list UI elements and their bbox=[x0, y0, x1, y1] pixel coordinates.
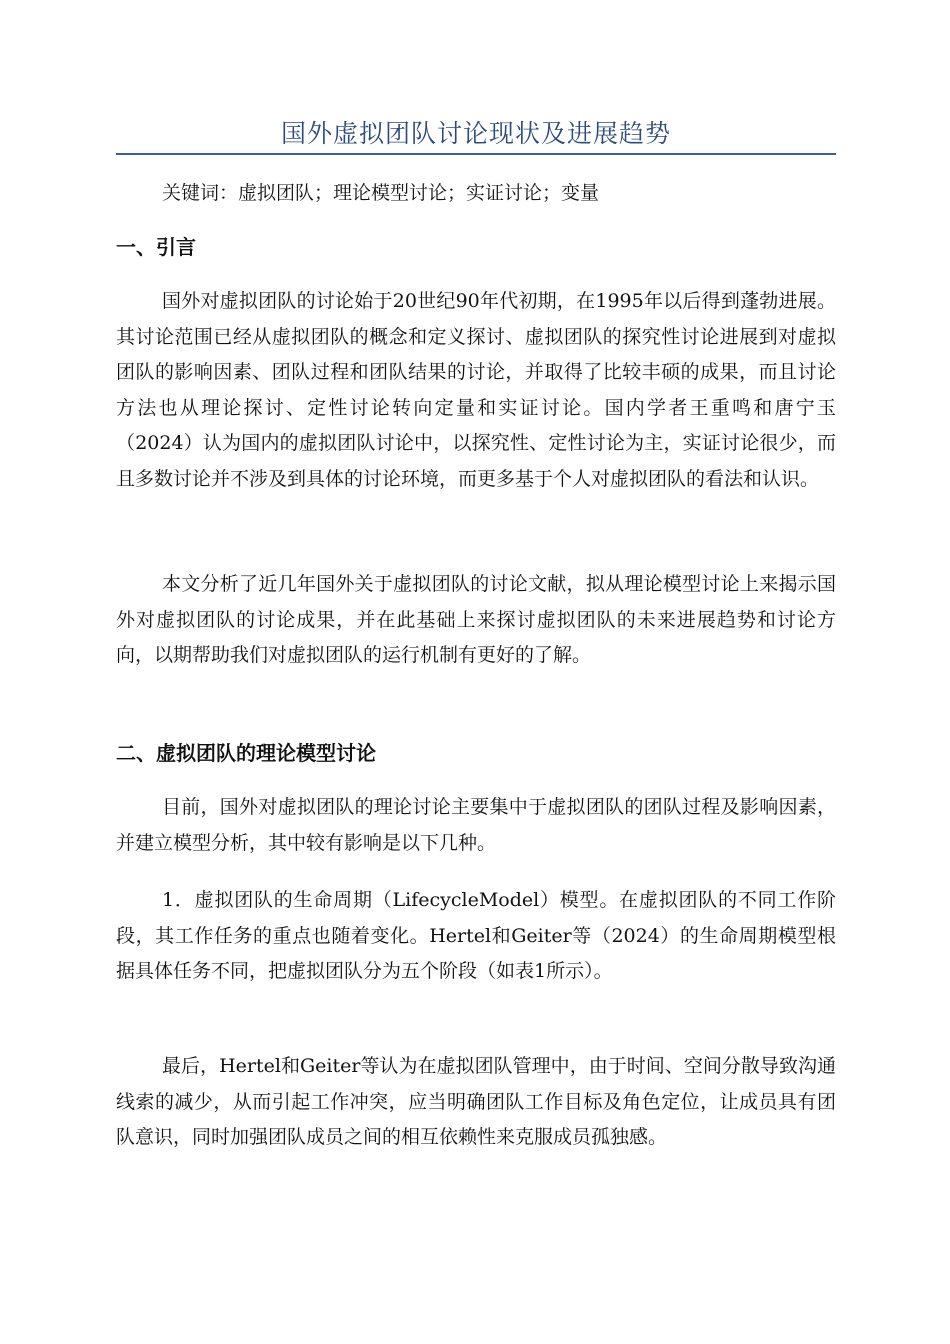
intro-paragraph-2: 本文分析了近几年国外关于虚拟团队的讨论文献，拟从理论模型讨论上来揭示国外对虚拟团队的讨论成果，并在此基础上来探讨虚拟团队的未来进展趋势和讨论方向，以期帮助我们对虚拟团队的运行机制有更好的了解。 bbox=[116, 573, 836, 666]
theory-paragraph-lifecycle-model: 1．虚拟团队的生命周期（LifecycleModel）模型。在虚拟团队的不同工作阶段，其工作任务的重点也随着变化。Hertel和Geiter等（2024）的生命周期模型根据具体任务不同，把虚拟团队分为五个阶段（如表1所示）。 bbox=[116, 889, 836, 982]
theory-paragraph-conclusion: 最后，Hertel和Geiter等认为在虚拟团队管理中，由于时间、空间分散导致沟通线索的减少，从而引起工作冲突，应当明确团队工作目标及角色定位，让成员具有团队意识，同时加强团队成员之间的相互依赖性来克服成员孤独感。 bbox=[116, 1055, 836, 1148]
keywords-line: 关键词：虚拟团队；理论模型讨论；实证讨论；变量 bbox=[162, 182, 600, 204]
document-title: 国外虚拟团队讨论现状及进展趋势 bbox=[280, 119, 671, 148]
title-underline bbox=[116, 153, 836, 155]
section-heading-introduction: 一、引言 bbox=[116, 235, 196, 259]
section-heading-theory-models: 二、虚拟团队的理论模型讨论 bbox=[116, 741, 376, 765]
intro-paragraph-1: 国外对虚拟团队的讨论始于20世纪90年代初期，在1995年以后得到蓬勃进展。其讨论范围已经从虚拟团队的概念和定义探讨、虚拟团队的探究性讨论进展到对虚拟团队的影响因素、团队过程和团队结果的讨论，并取得了比较丰硕的成果，而且讨论方法也从理论探讨、定性讨论转向定量和实证讨论。国内学者王重鸣和唐宁玉（2024）认为国内的虚拟团队讨论中，以探究性、定性讨论为主，实证讨论很少，而且多数讨论并不涉及到具体的讨论环境，而更多基于个人对虚拟团队的看法和认识。 bbox=[116, 290, 836, 490]
theory-paragraph-1: 目前，国外对虚拟团队的理论讨论主要集中于虚拟团队的团队过程及影响因素，并建立模型分析，其中较有影响是以下几种。 bbox=[116, 796, 836, 854]
